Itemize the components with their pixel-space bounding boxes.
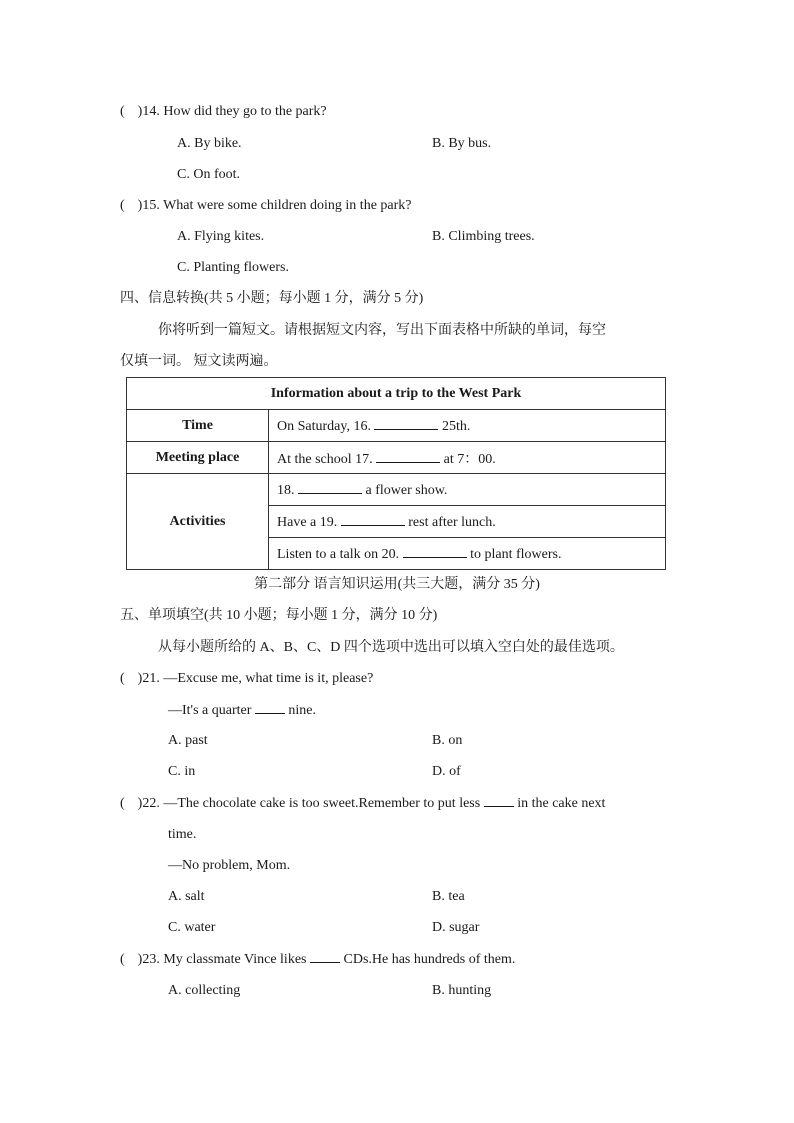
answer-paren-close: ) xyxy=(137,198,143,213)
q15-option-a: A. Flying kites. xyxy=(177,229,265,244)
section-5-heading: 五、单项填空(共 10 小题；每小题 1 分，满分 10 分) xyxy=(120,608,438,623)
q22-option-d: D. sugar xyxy=(432,920,480,935)
blank-20[interactable] xyxy=(403,545,467,558)
answer-paren-open: ( xyxy=(120,104,125,119)
time-label: Time xyxy=(127,410,269,442)
question-22: ( )22. —The chocolate cake is too sweet.Remember to put less in the cake next xyxy=(120,796,606,811)
answer-paren-close: ) xyxy=(137,671,143,686)
answer-paren-open: ( xyxy=(120,198,125,213)
q14-option-c: C. On foot. xyxy=(177,167,240,182)
question-15 xyxy=(120,197,412,215)
q22-blank xyxy=(484,794,514,807)
q14-option-b: B. By bus. xyxy=(432,136,492,151)
blank-16[interactable] xyxy=(374,417,438,430)
q22-option-b: B. tea xyxy=(432,889,465,904)
question-text: 21. —Excuse me, what time is it, please? xyxy=(142,671,374,686)
section-4-heading: 四、信息转换(共 5 小题；每小题 1 分，满分 5 分) xyxy=(120,291,424,306)
q22-response: —No problem, Mom. xyxy=(168,858,291,873)
q22-option-a: A. salt xyxy=(168,889,205,904)
meeting-place-cell: At the school 17. at 7：00. xyxy=(269,442,666,474)
section-4-instruction: 你将听到一篇短文。请根据短文内容，写出下面表格中所缺的单词，每空 xyxy=(158,323,606,338)
q23-option-b: B. hunting xyxy=(432,983,492,998)
question-14 xyxy=(120,103,327,121)
blank-17[interactable] xyxy=(376,450,440,463)
q14-option-a: A. By bike. xyxy=(177,136,242,151)
activity-cell: 18. a flower show. xyxy=(269,474,666,506)
question-text: 14. How did they go to the park? xyxy=(142,104,327,119)
info-table xyxy=(126,377,666,570)
q21-response: —It's a quarter nine. xyxy=(168,703,316,718)
table-header-row xyxy=(127,378,666,410)
table-row xyxy=(127,410,666,442)
question-21 xyxy=(120,670,373,688)
activity-cell: Listen to a talk on 20. to plant flowers. xyxy=(269,538,666,570)
answer-paren-close: ) xyxy=(137,104,143,119)
table-title: Information about a trip to the West Park xyxy=(127,378,666,410)
q15-option-b: B. Climbing trees. xyxy=(432,229,535,244)
question-22-cont: time. xyxy=(168,827,197,842)
blank-19[interactable] xyxy=(341,513,405,526)
q23-option-a: A. collecting xyxy=(168,983,241,998)
blank-18[interactable] xyxy=(298,481,362,494)
answer-paren-close: ) xyxy=(137,796,143,811)
part-2-heading: 第二部分 语言知识运用(共三大题，满分 35 分) xyxy=(254,577,540,592)
question-text: 15. What were some children doing in the park? xyxy=(142,198,412,213)
q21-option-d: D. of xyxy=(432,764,461,779)
question-23: ( )23. My classmate Vince likes CDs.He has hundreds of them. xyxy=(120,952,516,967)
q15-option-c: C. Planting flowers. xyxy=(177,260,289,275)
q21-option-b: B. on xyxy=(432,733,463,748)
activity-cell: Have a 19. rest after lunch. xyxy=(269,506,666,538)
q21-option-c: C. in xyxy=(168,764,196,779)
time-cell: On Saturday, 16. 25th. xyxy=(269,410,666,442)
q21-option-a: A. past xyxy=(168,733,208,748)
activities-label: Activities xyxy=(127,474,269,570)
meeting-place-label: Meeting place xyxy=(127,442,269,474)
answer-paren-open: ( xyxy=(120,952,125,967)
section-5-instruction: 从每小题所给的 A、B、C、D 四个选项中选出可以填入空白处的最佳选项。 xyxy=(158,640,624,655)
answer-paren-open: ( xyxy=(120,796,125,811)
table-row xyxy=(127,474,666,506)
section-4-instruction-cont: 仅填一词。 短文读两遍。 xyxy=(120,354,278,369)
q23-blank xyxy=(310,950,340,963)
answer-paren-open: ( xyxy=(120,671,125,686)
q22-option-c: C. water xyxy=(168,920,216,935)
q21-blank xyxy=(255,701,285,714)
table-row xyxy=(127,442,666,474)
answer-paren-close: ) xyxy=(137,952,143,967)
